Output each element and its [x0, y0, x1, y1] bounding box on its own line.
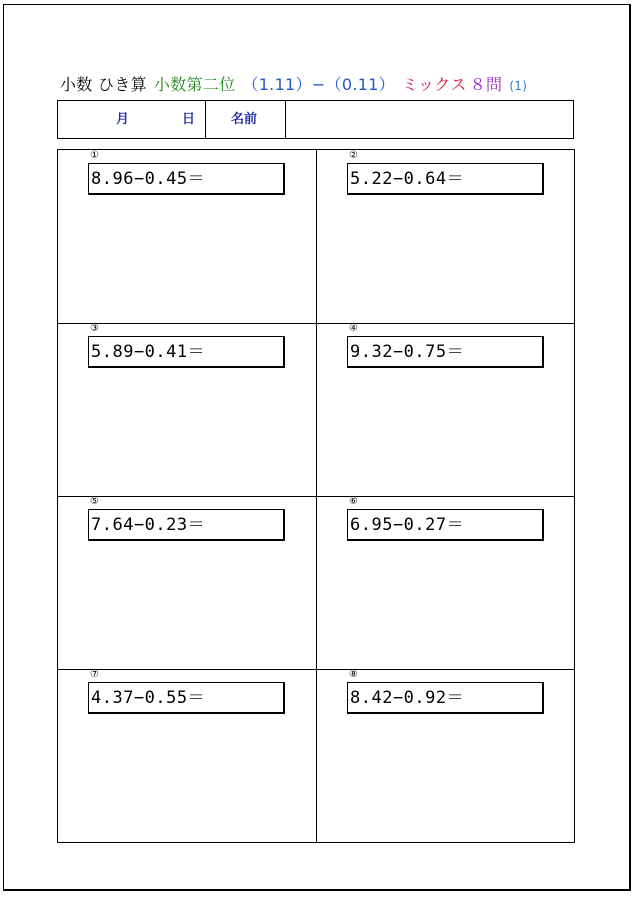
problem-number: ④ [349, 323, 358, 334]
title-part-topic: 小数 ひき算 [60, 75, 147, 94]
problem-cell[interactable] [58, 497, 316, 669]
header-divider [205, 101, 206, 138]
problem-cell[interactable] [317, 670, 574, 842]
problem-number: ① [90, 150, 99, 161]
problem-expression: 8.42−0.92＝ [347, 682, 544, 714]
problem-number: ⑦ [90, 669, 99, 680]
month-label: 月 [116, 112, 130, 127]
title-part-sheet-number: (1) [509, 79, 528, 93]
date-name-header [57, 100, 574, 139]
day-label: 日 [182, 112, 196, 127]
problem-expression: 5.89−0.41＝ [88, 336, 285, 368]
problem-expression: 9.32−0.75＝ [347, 336, 544, 368]
problem-expression: 5.22−0.64＝ [347, 163, 544, 195]
problem-cell[interactable] [58, 324, 316, 496]
problem-grid [57, 149, 575, 843]
problem-cell[interactable] [58, 150, 316, 323]
problem-number: ⑥ [349, 496, 358, 507]
problem-cell[interactable] [317, 497, 574, 669]
title-part-format: （1.11）−（0.11） [242, 75, 395, 94]
title-part-mix: ミックス [401, 75, 467, 94]
title-part-count: ８問 [469, 75, 503, 94]
problem-expression: 8.96−0.45＝ [88, 163, 285, 195]
problem-cell[interactable] [58, 670, 316, 842]
worksheet-title [60, 72, 534, 95]
name-field[interactable] [286, 101, 573, 138]
title-part-level: 小数第二位 [153, 75, 236, 94]
problem-number: ⑤ [90, 496, 99, 507]
problem-number: ⑧ [349, 669, 358, 680]
problem-number: ② [349, 150, 358, 161]
problem-number: ③ [90, 323, 99, 334]
problem-cell[interactable] [317, 324, 574, 496]
problem-expression: 4.37−0.55＝ [88, 682, 285, 714]
problem-expression: 7.64−0.23＝ [88, 509, 285, 541]
problem-cell[interactable] [317, 150, 574, 323]
name-label: 名前 [231, 112, 258, 127]
problem-expression: 6.95−0.27＝ [347, 509, 544, 541]
